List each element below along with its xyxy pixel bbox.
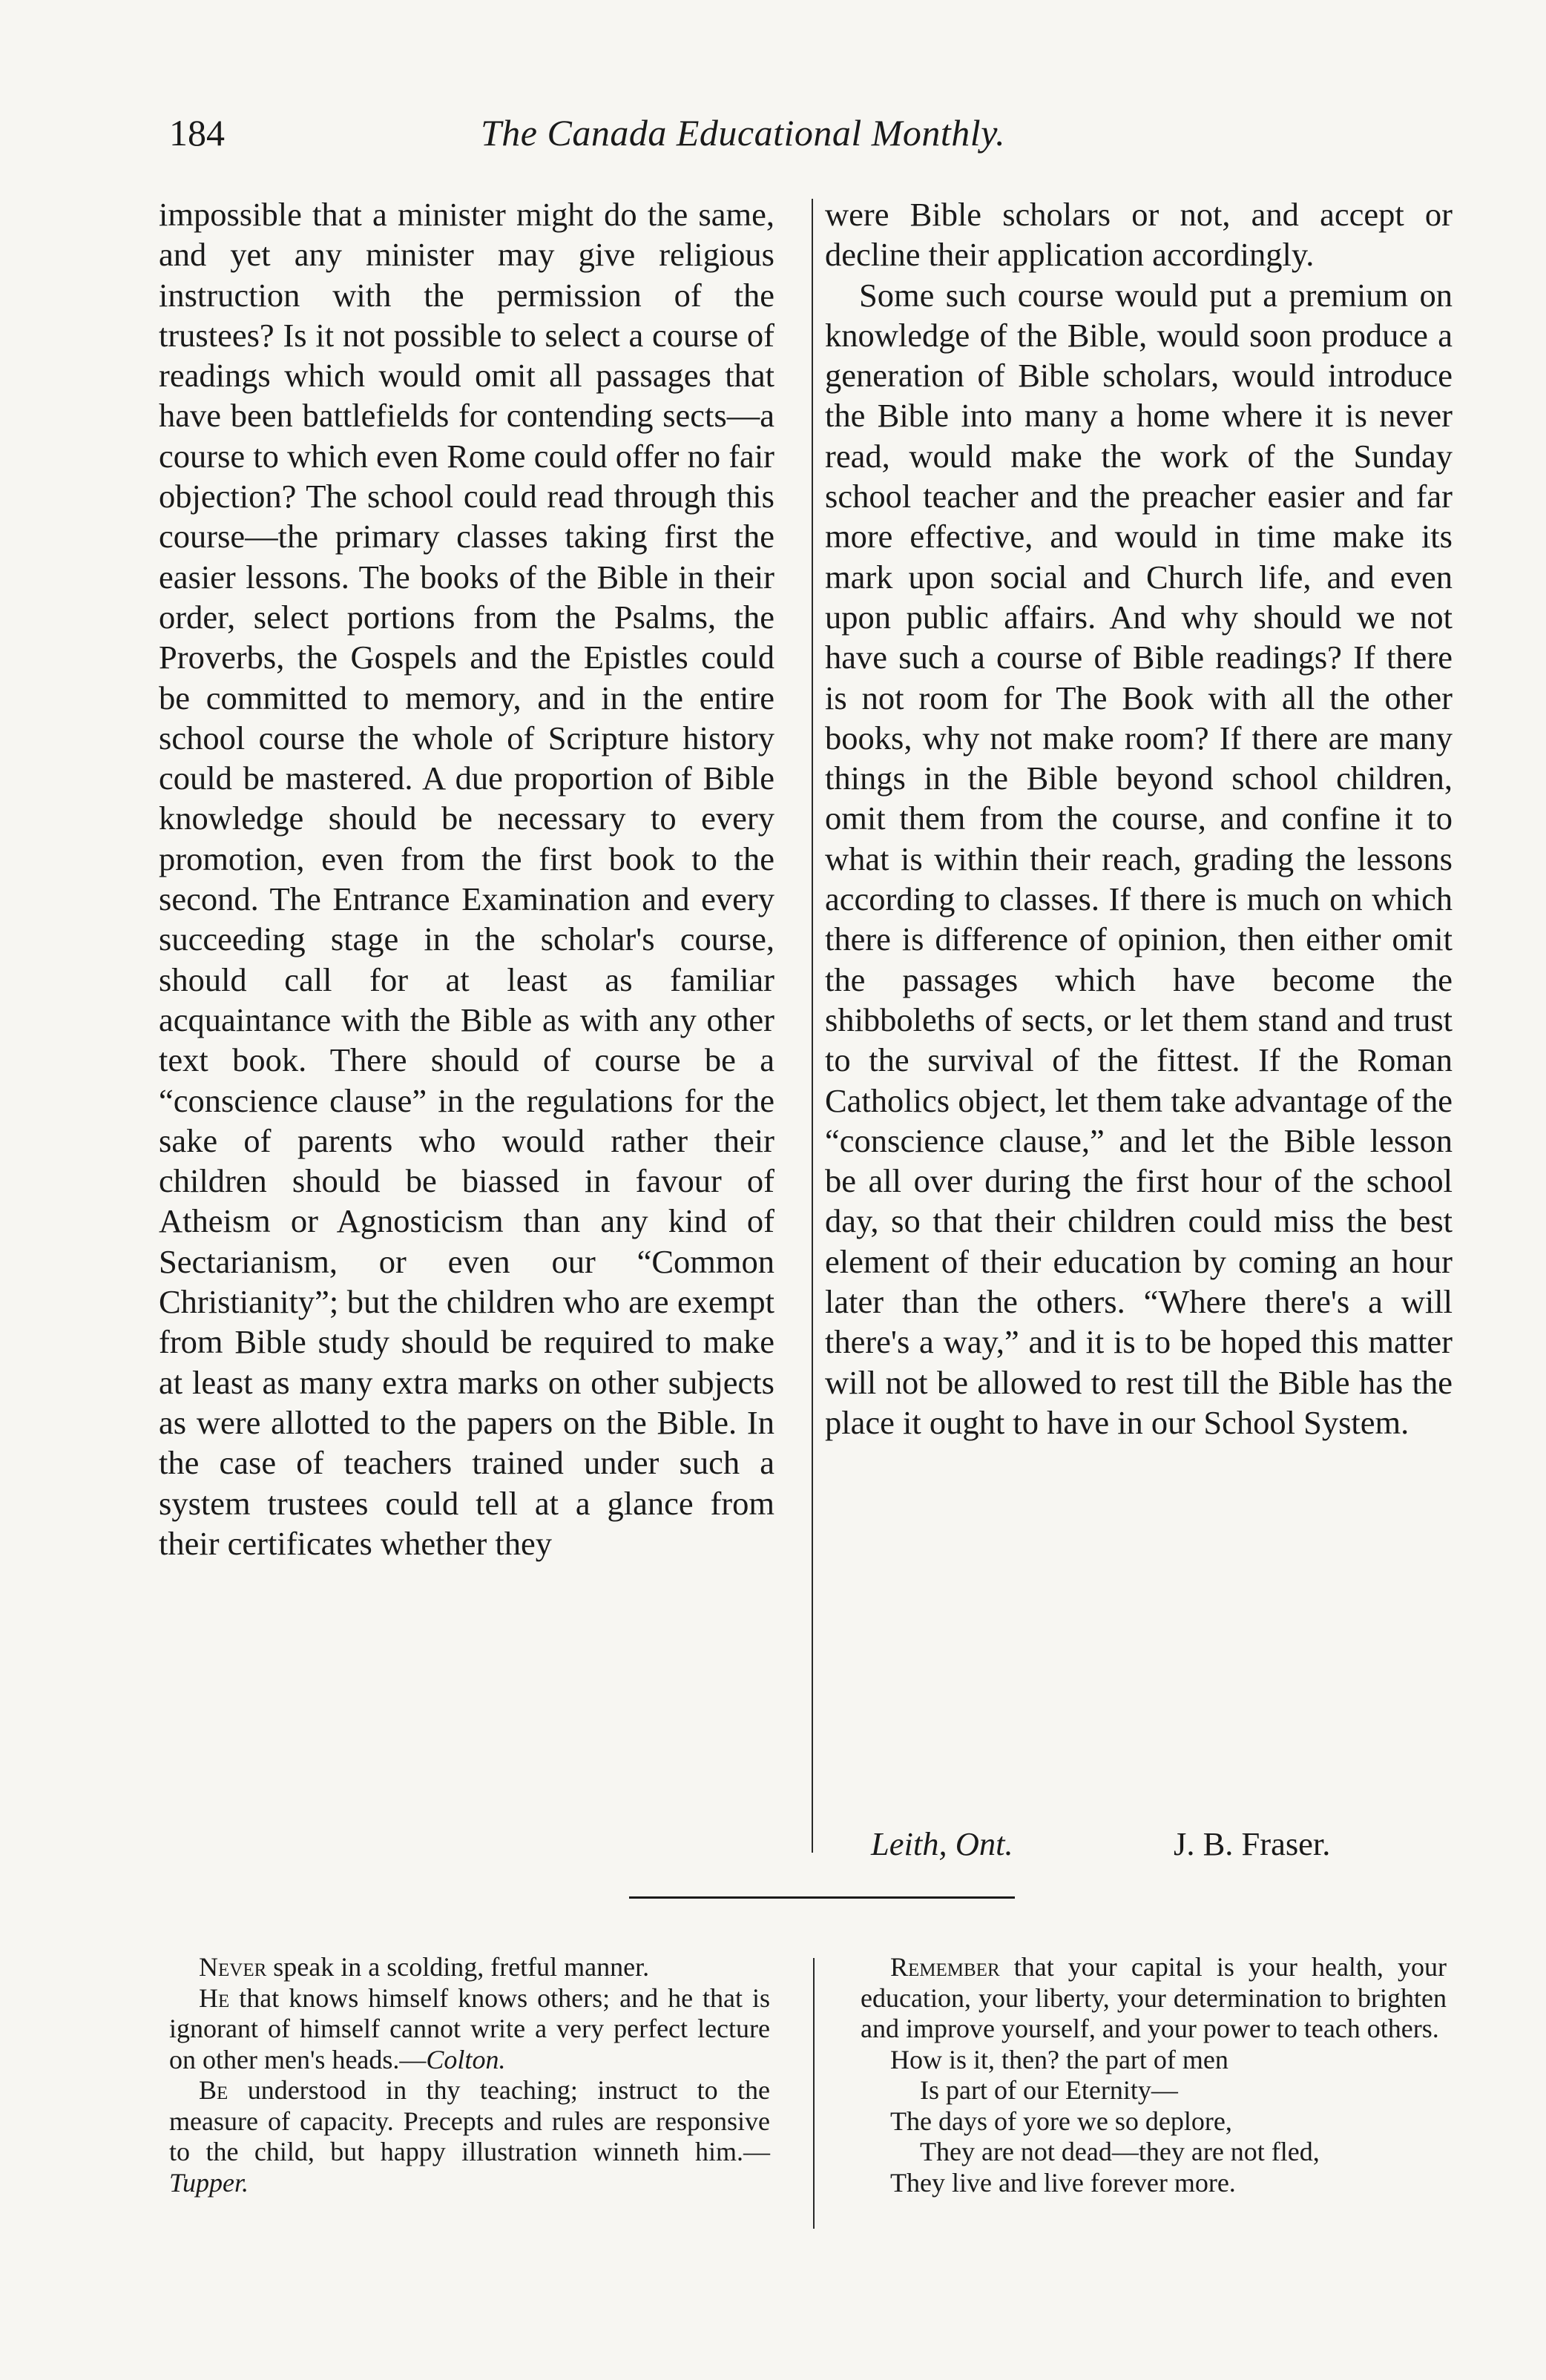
poem-line: The days of yore we so deplore, [890, 2106, 1232, 2136]
poem [861, 2045, 1447, 2199]
poem-line: They live and live forever more. [890, 2167, 1236, 2198]
article-left-column [159, 194, 774, 1563]
article-paragraph-continued: were Bible scholars or not, and accept or decline their application accordingly. [825, 196, 1453, 274]
running-title: The Canada Educational Monthly. [481, 112, 1006, 154]
section-divider [629, 1896, 1015, 1899]
page-number: 184 [169, 112, 225, 154]
note-lead-word: He [199, 1982, 230, 2013]
note-attribution: Colton. [426, 2044, 506, 2074]
note-lead-word: Remember [890, 1952, 1000, 1982]
note-item [861, 1952, 1447, 2045]
note-text: understood in thy teaching; instruct to the measure of capacity. Precepts and rules are responsive to the child, but happy illustration winneth him.— [169, 2075, 770, 2166]
article-paragraph: Some such course would put a premium on knowledge of the Bible, would soon produce a generation of Bible scholars, would introduce the Bible into many a home where it is never read, would make the work of the Sunday school teacher and the preacher easier and far more effective, and would in time make its mark upon social and Church life, and even upon public affairs. And why should we not have such a course of Bible readings? If there is not room for The Book with all the other books, why not make room? If there are many things in the Bible beyond school children, omit them from the course, and confine it to what is within their reach, grading the lessons according to classes. If there is much on which there is difference of opinion, then either omit the passages which have become the shibboleths of sects, or let them stand and trust to the survival of the fittest. If the Roman Catholics object, let them take advantage of the “conscience clause,” and let the Bible lesson be all over during the first hour of the school day, so that their children could miss the best element of their education by coming an hour later than the others. “Where there's a will there's a way,” and it is to be hoped this matter will not be allowed to rest till the Bible has the place it ought to have in our School System. [825, 276, 1453, 1441]
note-text: that knows himself knows others; and he that is ignorant of himself cannot write a very perfect lecture on other men's heads.— [169, 1982, 770, 2074]
notes-left-column [169, 1952, 770, 2198]
note-lead-word: Never [199, 1952, 267, 1982]
poem-line: How is it, then? the part of men [890, 2044, 1228, 2074]
note-attribution: Tupper. [169, 2167, 249, 2198]
column-divider [812, 199, 813, 1853]
note-text: that your capital is your health, your education, your liberty, your determination to brighten and improve yourself, and your power to teach others. [861, 1952, 1447, 2043]
page-header [169, 111, 1460, 156]
poem-line: They are not dead—they are not fled, [920, 2137, 1320, 2166]
article-signature [825, 1824, 1453, 1869]
article-right-column [825, 194, 1453, 1443]
notes-column-divider [813, 1958, 815, 2229]
notes-right-column [861, 1952, 1447, 2198]
note-item [169, 2075, 770, 2198]
note-item [169, 1983, 770, 2076]
signature-author: J. B. Fraser. [1174, 1825, 1331, 1862]
signature-place: Leith, Ont. [871, 1825, 1013, 1862]
note-text: speak in a scolding, fretful manner. [266, 1952, 650, 1982]
note-item [169, 1952, 770, 1983]
article-paragraph: impossible that a minister might do the same, and yet any minister may give religious instruction with the permission of the trustees? Is it not possible to select a course of readings which would omit all passages that have been battlefields for contending sects—a course to which even Rome could offer no fair objection? The school could read through this course—the primary classes taking first the easier lessons. The books of the Bible in their order, select portions from the Psalms, the Proverbs, the Gospels and the Epistles could be committed to memory, and in the entire school course the whole of Scripture history could be mastered. A due proportion of Bible knowledge should be necessary to every promotion, even from the first book to the second. The Entrance Examination and every succeeding stage in the scholar's course, should call for at least as familiar acquaintance with the Bible as with any other text book. There should of course be a “conscience clause” in the regulations for the sake of parents who would rather their children should be biassed in favour of Atheism or Agnosticism than any kind of Sectarianism, or even our “Common Christianity”; but the children who are exempt from Bible study should be required to make at least as many extra marks on other subjects as were allotted to the papers on the Bible. In the case of teachers trained under such a system trustees could tell at a glance from their certificates whether they [159, 196, 774, 1562]
poem-line: Is part of our Eternity— [920, 2075, 1178, 2105]
note-lead-word: Be [199, 2075, 228, 2105]
